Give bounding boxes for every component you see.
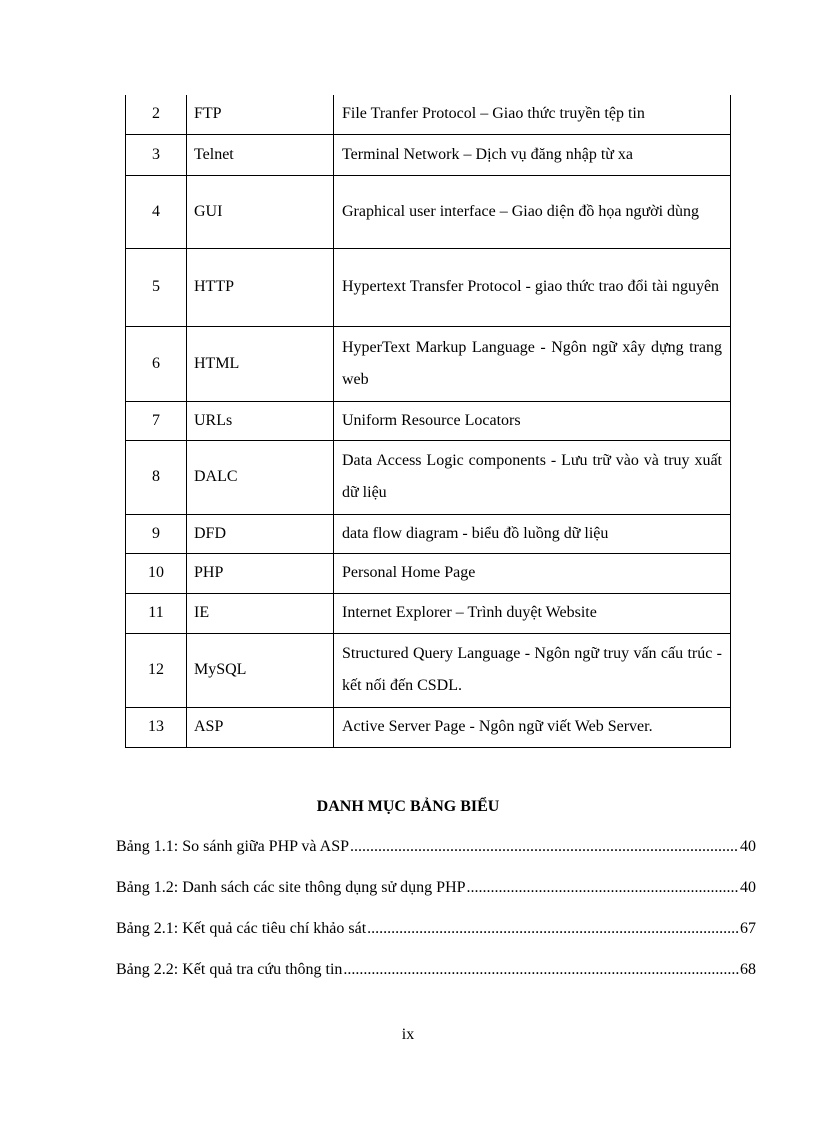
toc-entry[interactable]	[116, 959, 756, 985]
toc-entry-label: Bảng 2.2: Kết quả tra cứu thông tin	[116, 961, 343, 978]
abbreviation: DFD	[187, 514, 334, 553]
row-number: 6	[126, 326, 187, 401]
meaning: Hypertext Transfer Protocol - giao thức trao đổi tài nguyên	[334, 248, 731, 326]
dot-leader	[350, 836, 739, 858]
abbreviation: FTP	[187, 95, 334, 134]
row-number: 3	[126, 134, 187, 175]
table-row	[126, 593, 731, 633]
meaning: Structured Query Language - Ngôn ngữ truy vấn cấu trúc - kết nối đến CSDL.	[334, 633, 731, 707]
dot-leader	[467, 877, 739, 899]
abbreviation: IE	[187, 593, 334, 633]
meaning: File Tranfer Protocol – Giao thức truyền tệp tin	[334, 95, 731, 134]
row-number: 4	[126, 175, 187, 248]
dot-leader	[367, 918, 739, 940]
meaning: Personal Home Page	[334, 553, 731, 593]
toc-entry-label: Bảng 1.2: Danh sách các site thông dụng sử dụng PHP	[116, 879, 466, 896]
toc-entry-label: Bảng 1.1: So sánh giữa PHP và ASP	[116, 838, 349, 855]
table-row	[126, 514, 731, 553]
meaning: data flow diagram - biểu đồ luồng dữ liệu	[334, 514, 731, 553]
table-row	[126, 175, 731, 248]
row-number: 12	[126, 633, 187, 707]
toc-entry[interactable]	[116, 918, 756, 944]
table-list	[116, 836, 756, 1000]
row-number: 7	[126, 401, 187, 440]
abbreviation: Telnet	[187, 134, 334, 175]
abbreviation: DALC	[187, 440, 334, 514]
meaning: Active Server Page - Ngôn ngữ viết Web Server.	[334, 707, 731, 747]
meaning: Internet Explorer – Trình duyệt Website	[334, 593, 731, 633]
meaning: HyperText Markup Language - Ngôn ngữ xây dựng trang web	[334, 326, 731, 401]
abbreviation: HTTP	[187, 248, 334, 326]
page-number: ix	[401, 1026, 415, 1043]
toc-entry[interactable]	[116, 877, 756, 903]
abbreviation: ASP	[187, 707, 334, 747]
meaning: Uniform Resource Locators	[334, 401, 731, 440]
table-row	[126, 134, 731, 175]
meaning: Graphical user interface – Giao diện đồ họa người dùng	[334, 175, 731, 248]
table-row	[126, 326, 731, 401]
row-number: 8	[126, 440, 187, 514]
toc-entry-page: 40	[740, 879, 756, 896]
toc-entry-label: Bảng 2.1: Kết quả các tiêu chí khảo sát	[116, 920, 367, 937]
table-row	[126, 707, 731, 747]
toc-entry-page: 40	[740, 838, 756, 855]
table-row	[126, 440, 731, 514]
row-number: 5	[126, 248, 187, 326]
dot-leader	[343, 959, 739, 981]
row-number: 11	[126, 593, 187, 633]
meaning: Data Access Logic components - Lưu trữ vào và truy xuất dữ liệu	[334, 440, 731, 514]
section-title: DANH MỤC BẢNG BIỂU	[316, 798, 500, 815]
row-number: 13	[126, 707, 187, 747]
toc-entry-page: 67	[740, 920, 756, 937]
row-number: 9	[126, 514, 187, 553]
meaning: Terminal Network – Dịch vụ đăng nhập từ xa	[334, 134, 731, 175]
table-row	[126, 95, 731, 134]
abbreviation-table	[125, 95, 731, 748]
toc-entry[interactable]	[116, 836, 756, 862]
abbreviation: HTML	[187, 326, 334, 401]
toc-entry-page: 68	[740, 961, 756, 978]
abbreviation: MySQL	[187, 633, 334, 707]
abbreviation: PHP	[187, 553, 334, 593]
row-number: 2	[126, 95, 187, 134]
table-row	[126, 553, 731, 593]
table-row	[126, 633, 731, 707]
abbreviation: GUI	[187, 175, 334, 248]
row-number: 10	[126, 553, 187, 593]
table-row	[126, 248, 731, 326]
table-row	[126, 401, 731, 440]
abbreviation: URLs	[187, 401, 334, 440]
